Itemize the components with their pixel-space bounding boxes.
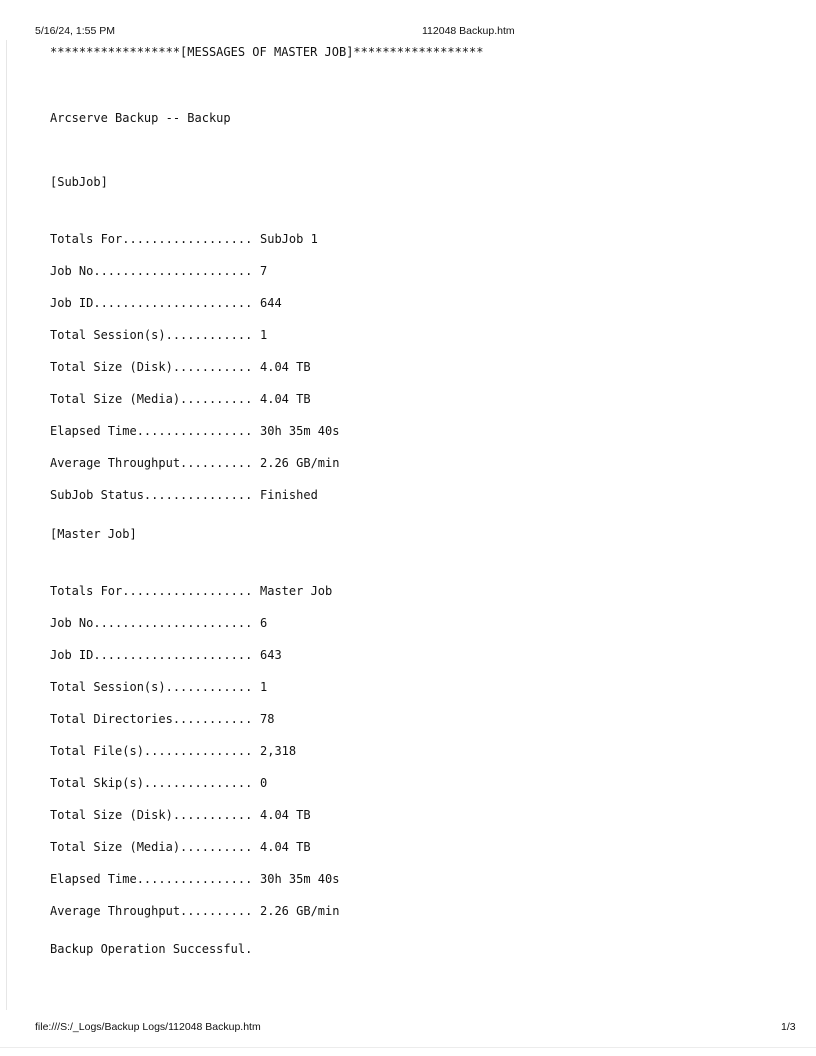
master-row-total-skips [50, 776, 339, 808]
row-label: Job No...................... [50, 616, 253, 630]
row-value: 4.04 TB [260, 392, 311, 406]
row-value: 2,318 [260, 744, 297, 758]
row-value: SubJob 1 [260, 232, 318, 246]
row-value: 4.04 TB [260, 808, 311, 822]
row-value: Finished [260, 488, 318, 502]
subjob-totals-list [50, 232, 339, 520]
row-label: Job No...................... [50, 264, 253, 278]
backup-result-message: Backup Operation Successful. [50, 942, 253, 956]
row-value: 2.26 GB/min [260, 904, 340, 918]
row-label: SubJob Status............... [50, 488, 253, 502]
subjob-row-status [50, 488, 339, 520]
row-value: 4.04 TB [260, 360, 311, 374]
subjob-row-total-size-media [50, 392, 339, 424]
row-value: 643 [260, 648, 282, 662]
row-label: Job ID...................... [50, 648, 253, 662]
row-label: Elapsed Time................ [50, 424, 253, 438]
row-label: Total Size (Disk)........... [50, 808, 253, 822]
row-value: Master Job [260, 584, 333, 598]
master-row-total-size-disk [50, 808, 339, 840]
row-label: Elapsed Time................ [50, 872, 253, 886]
row-value: 30h 35m 40s [260, 872, 340, 886]
master-row-total-directories [50, 712, 339, 744]
row-label: Average Throughput.......... [50, 456, 253, 470]
master-row-average-throughput [50, 904, 339, 936]
row-label: Totals For.................. [50, 232, 253, 246]
row-value: 78 [260, 712, 275, 726]
subjob-row-total-sessions [50, 328, 339, 360]
print-page-number: 1/3 [781, 1021, 796, 1033]
master-row-totals-for [50, 584, 339, 616]
master-row-total-files [50, 744, 339, 776]
subjob-row-average-throughput [50, 456, 339, 488]
row-value: 1 [260, 328, 268, 342]
row-value: 0 [260, 776, 268, 790]
subjob-row-job-id [50, 296, 339, 328]
print-file-url: file:///S:/_Logs/Backup Logs/112048 Backup.htm [35, 1021, 261, 1033]
row-label: Total Size (Disk)........... [50, 360, 253, 374]
row-value: 2.26 GB/min [260, 456, 340, 470]
master-job-banner: ******************[MESSAGES OF MASTER JOB]****************** [50, 45, 484, 59]
subjob-row-totals-for [50, 232, 339, 264]
row-value: 7 [260, 264, 268, 278]
row-label: Total Directories........... [50, 712, 253, 726]
row-label: Totals For.................. [50, 584, 253, 598]
row-label: Total File(s)............... [50, 744, 253, 758]
print-datetime: 5/16/24, 1:55 PM [35, 25, 115, 37]
row-label: Job ID...................... [50, 296, 253, 310]
row-value: 6 [260, 616, 268, 630]
print-document-title: 112048 Backup.htm [422, 25, 515, 37]
master-row-elapsed-time [50, 872, 339, 904]
row-label: Total Session(s)............ [50, 680, 253, 694]
row-value: 30h 35m 40s [260, 424, 340, 438]
row-value: 4.04 TB [260, 840, 311, 854]
subjob-row-elapsed-time [50, 424, 339, 456]
page-edge-rule [6, 40, 7, 1010]
page-bottom-rule [0, 1047, 816, 1048]
row-label: Average Throughput.......... [50, 904, 253, 918]
master-row-total-sessions [50, 680, 339, 712]
subjob-row-job-no [50, 264, 339, 296]
row-label: Total Size (Media).......... [50, 840, 253, 854]
row-value: 644 [260, 296, 282, 310]
master-row-job-id [50, 648, 339, 680]
row-label: Total Size (Media).......... [50, 392, 253, 406]
master-row-total-size-media [50, 840, 339, 872]
row-label: Total Session(s)............ [50, 328, 253, 342]
subjob-row-total-size-disk [50, 360, 339, 392]
application-title: Arcserve Backup -- Backup [50, 111, 231, 125]
master-job-heading: [Master Job] [50, 527, 137, 541]
master-row-job-no [50, 616, 339, 648]
row-label: Total Skip(s)............... [50, 776, 253, 790]
subjob-heading: [SubJob] [50, 175, 108, 189]
master-job-totals-list [50, 584, 339, 936]
row-value: 1 [260, 680, 268, 694]
